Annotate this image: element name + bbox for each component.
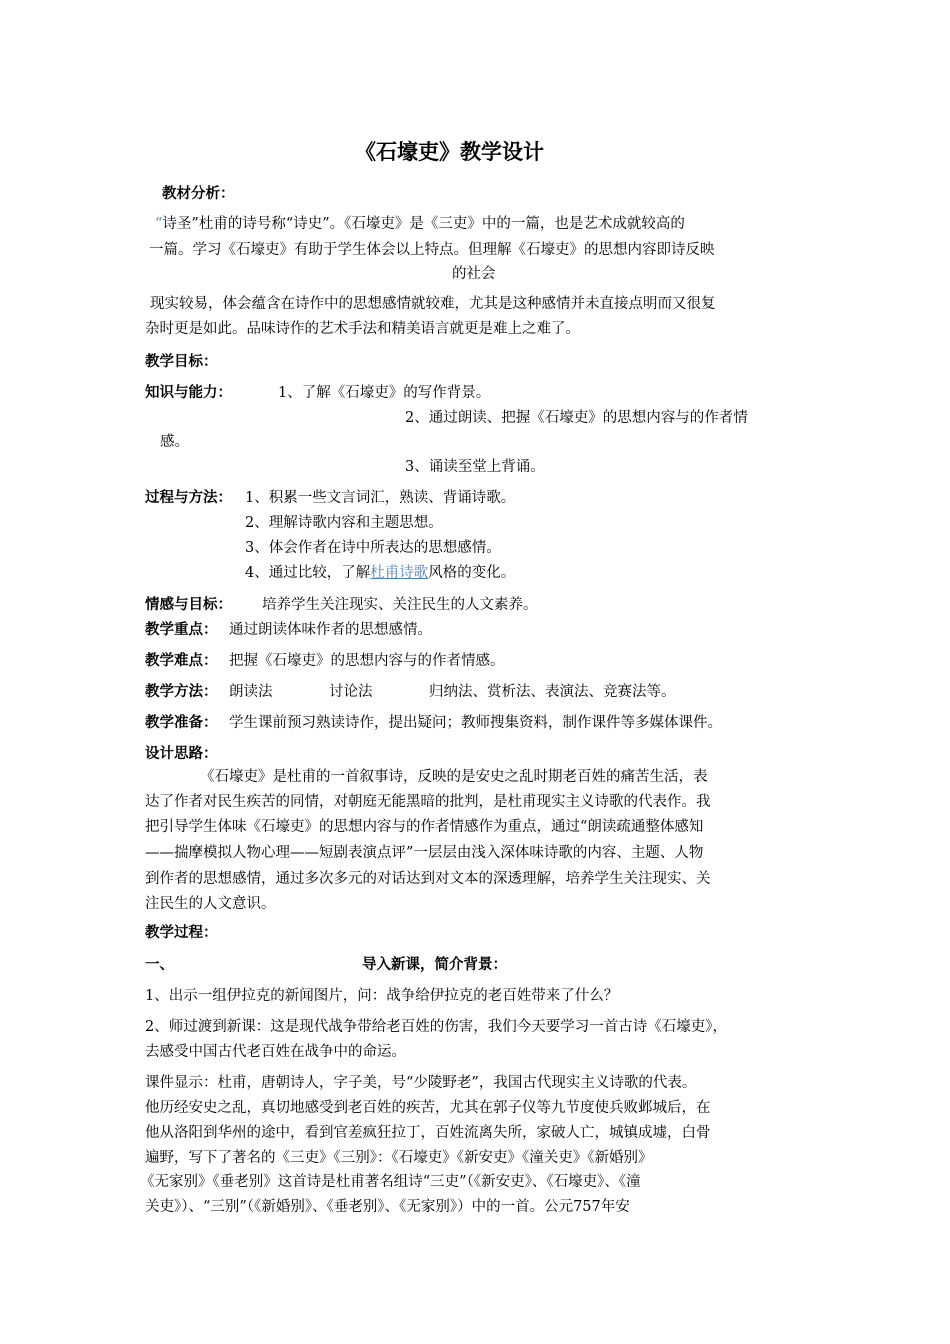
- section-number: 一、: [145, 957, 174, 973]
- process-item-2a: 2、师过渡到新课：这是现代战争带给老百姓的伤害，我们今天要学习一首古诗《石壕吏》，: [145, 1019, 727, 1035]
- process-method-item-1: 1、积累一些文言词汇，熟读、背诵诗歌。: [245, 490, 516, 506]
- goals-heading: 教学目标：: [145, 354, 218, 370]
- emotion-label: 情感与目标：: [145, 597, 232, 613]
- design-line-1: 《石壕吏》是杜甫的一首叙事诗，反映的是安史之乱时期老百姓的痛苦生活，表: [200, 769, 708, 785]
- process-method-label: 过程与方法：: [145, 490, 232, 506]
- process-method-item-4: [245, 563, 515, 583]
- knowledge-item-2: 2、通过朗读、把握《石壕吏》的思想内容与的作者情: [405, 410, 748, 426]
- method-label: 教学方法：: [145, 684, 218, 700]
- key-text: 通过朗读体味作者的思想感情。: [229, 622, 432, 638]
- key-label: 教学重点：: [145, 622, 218, 638]
- design-line-4: ——揣摩模拟人物心理——短剧表演点评”一层层由浅入深体味诗歌的内容、主题、人物: [145, 845, 704, 861]
- courseware-line-2: 他历经安史之乱，真切地感受到老百姓的疾苦，尤其在郭子仪等九节度使兵败邺城后，在: [145, 1100, 711, 1116]
- courseware-line-6: 关吏》）、“三别”（《新婚别》、《垂老别》、《无家别》）中的一首。公元757年安: [145, 1199, 630, 1215]
- design-line-2: 达了作者对民生疾苦的同情，对朝庭无能黑暗的批判，是杜甫现实主义诗歌的代表作。我: [145, 794, 711, 810]
- process-item-1: 1、出示一组伊拉克的新闻图片，问：战争给伊拉克的老百姓带来了什么？: [145, 988, 619, 1004]
- analysis-line-4: 现实较易，体会蕴含在诗作中的思想感情就较难，尤其是这种感情并未直接点明而又很复: [150, 296, 716, 312]
- knowledge-item-1: 1、了解《石壕吏》的写作背景。: [278, 385, 491, 401]
- courseware-line-1: 课件显示：杜甫，唐朝诗人，字子美，号“少陵野老”，我国古代现实主义诗歌的代表。: [145, 1075, 697, 1091]
- courseware-line-5: 《无家别》《垂老别》这首诗是杜甫著名组诗“三吏”（《新安吏》、《石壕吏》、《潼: [140, 1174, 641, 1190]
- difficulty-text: 把握《石壕吏》的思想内容与的作者情感。: [229, 653, 505, 669]
- emotion-text: 培养学生关注现实、关注民生的人文素养。: [262, 597, 538, 613]
- analysis-line-1-text: 诗圣”杜甫的诗号称“诗史”。《石壕吏》是《三吏》中的一篇，也是艺术成就较高的: [162, 216, 685, 232]
- analysis-line-1: [155, 214, 685, 234]
- knowledge-item-2-cont: 感。: [160, 434, 189, 450]
- design-line-5: 到作者的思想感情，通过多次多元的对话达到对文本的深透理解，培养学生关注现实、关: [145, 871, 711, 887]
- design-heading: 设计思路：: [145, 746, 218, 762]
- process-item-2b: 去感受中国古代老百姓在战争中的命运。: [145, 1044, 406, 1060]
- dufu-poetry-link[interactable]: 杜甫诗歌: [370, 565, 429, 581]
- analysis-heading: 教材分析：: [162, 186, 235, 202]
- process-4-post: 风格的变化。: [428, 565, 516, 581]
- process-4-pre: 4、通过比较，了解: [245, 565, 371, 581]
- process-method-item-3: 3、体会作者在诗中所表达的思想感情。: [245, 540, 501, 556]
- page-title: 《石壕吏》教学设计: [355, 140, 544, 164]
- knowledge-item-3: 3、诵读至堂上背诵。: [405, 459, 545, 475]
- knowledge-label: 知识与能力：: [145, 385, 232, 401]
- process-method-item-2: 2、理解诗歌内容和主题思想。: [245, 515, 443, 531]
- difficulty-label: 教学难点：: [145, 653, 218, 669]
- prep-label: 教学准备：: [145, 715, 218, 731]
- design-line-6: 注民生的人文意识。: [145, 896, 276, 912]
- analysis-line-3: 的社会: [452, 266, 496, 282]
- section-title: 导入新课，简介背景：: [362, 957, 507, 973]
- method-2: 讨论法: [329, 684, 373, 700]
- prep-text: 学生课前预习熟读诗作，提出疑问；教师搜集资料，制作课件等多媒体课件。: [229, 715, 722, 731]
- analysis-line-2: 一篇。学习《石壕吏》有助于学生体会以上特点。但理解《石壕吏》的思想内容即诗反映: [149, 242, 715, 258]
- analysis-line-5: 杂时更是如此。品味诗作的艺术手法和精美语言就更是难上之难了。: [145, 321, 580, 337]
- process-heading: 教学过程：: [145, 925, 218, 941]
- analysis-open-quote: “: [155, 216, 163, 232]
- method-1: 朗读法: [229, 684, 273, 700]
- courseware-line-4: 遍野，写下了著名的《三吏》《三别》：《石壕吏》《新安吏》《潼关吏》《新婚别》: [145, 1150, 653, 1166]
- courseware-line-3: 他从洛阳到华州的途中，看到官差疯狂拉丁，百姓流离失所，家破人亡，城镇成墟，白骨: [145, 1125, 711, 1141]
- method-3: 归纳法、赏析法、表演法、竞赛法等。: [429, 684, 676, 700]
- design-line-3: 把引导学生体味《石壕吏》的思想内容与的作者情感作为重点，通过“朗读疏通整体感知: [145, 819, 704, 835]
